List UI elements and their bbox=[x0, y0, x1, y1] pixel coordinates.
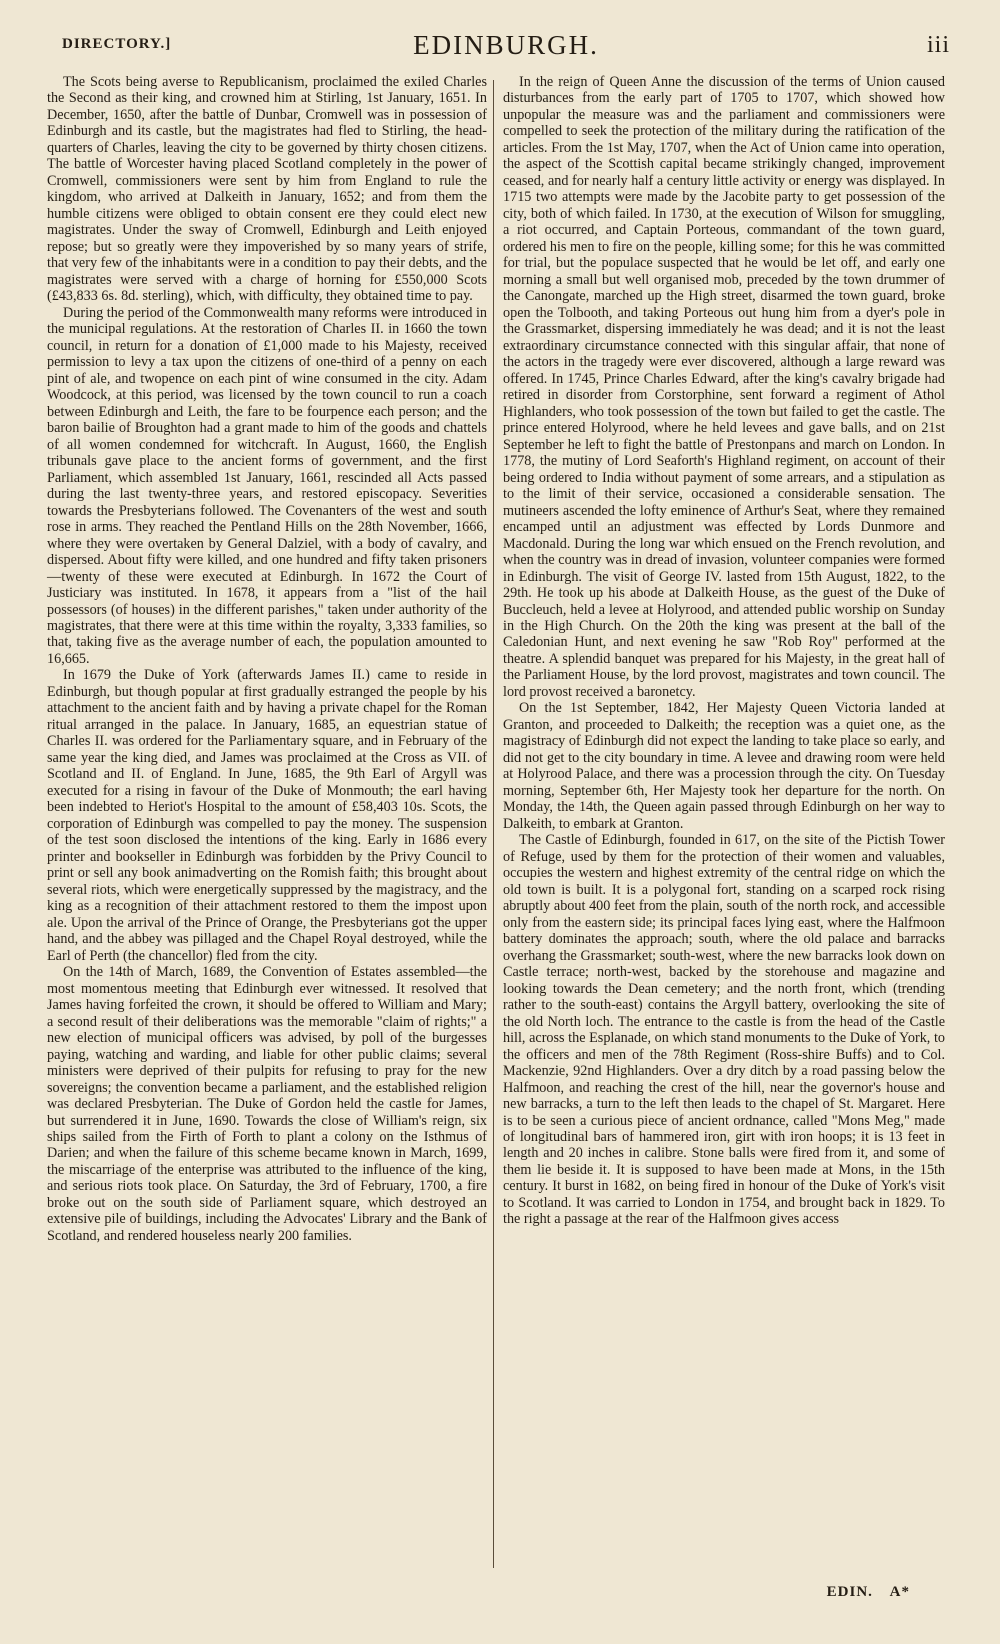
left-column bbox=[47, 74, 487, 1244]
page-footer bbox=[815, 1584, 910, 1601]
page-number: iii bbox=[926, 32, 950, 58]
paragraph: The Scots being averse to Republicanism, proclaimed the exiled Charles the Second as their king, and crowned him at Stirling, 1st January, 1651. In December, 1650, after the battle of Dunbar, Cromwell was in possession of Edinburgh and its castle, but the magistrates had fled to Stirling, the head-quarters of Charles, leaving the city to be governed by thirty chosen citizens. The battle of Worcester having placed Scotland completely in the power of Cromwell, commissioners were sent by him from England to rule the kingdom, who arrived at Dalkeith in January, 1652; and from them the humble citizens were obliged to obtain consent ere they could elect new magistrates. Under the sway of Cromwell, Edinburgh and Leith enjoyed repose; but so greatly were they impoverished by so many years of strife, that very few of the inhabitants were in a condition to pay their debts, and the magistrates were served with a charge of horning for £550,000 Scots (£43,833 6s. 8d. sterling), which, with difficulty, they obtained time to pay. bbox=[47, 74, 487, 305]
footer-sheet-mark: A* bbox=[889, 1584, 910, 1600]
running-head-title: EDINBURGH. bbox=[413, 30, 599, 60]
footer-signature: EDIN. bbox=[826, 1584, 873, 1600]
right-column bbox=[503, 74, 945, 1228]
page-header bbox=[62, 30, 950, 70]
running-head-section: DIRECTORY.] bbox=[62, 36, 172, 52]
paragraph: In 1679 the Duke of York (afterwards James II.) came to reside in Edinburgh, but though popular at first gradually estranged the people by his attachment to the ancient faith and by having a private chapel for the Roman ritual arranged in the palace. In January, 1685, an equestrian statue of Charles II. was ordered for the Parliamentary square, and in February of the same year the king died, and James was proclaimed at the Cross as VII. of Scotland and II. of England. In June, 1685, the 9th Earl of Argyll was executed for a rising in favour of the Duke of Monmouth; the earl having been indebted to Heriot's Hospital to the amount of £58,403 10s. Scots, the corporation of Edinburgh was compelled to pay the money. The suspension of the test soon disclosed the intentions of the king. Early in 1686 every printer and bookseller in Edinburgh was forbidden by the Privy Council to print or sell any book animadverting on the Romish faith; this brought about several riots, which were energetically suppressed by the magistracy, and the king as a recognition of their attachment restored to them the impost upon ale. Upon the arrival of the Prince of Orange, the Presbyterians got the upper hand, and the abbey was pillaged and the Chapel Royal destroyed, while the Earl of Perth (the chancellor) fled from the city. bbox=[47, 667, 487, 964]
paragraph: In the reign of Queen Anne the discussion of the terms of Union caused disturbances from the early part of 1705 to 1707, which showed how unpopular the measure was and the parliament and commissioners were compelled to seek the protection of the military during the ratification of the articles. From the 1st May, 1707, when the Act of Union came into operation, the aspect of the Scottish capital became strikingly changed, improvement ceased, and for nearly half a century little activity or energy was displayed. In 1715 two attempts were made by the Jacobite party to get possession of the city, both of which failed. In 1730, at the execution of Wilson for smuggling, a riot occurred, and Captain Porteous, commandant of the town guard, ordered his men to fire on the people, killing some; for this he was committed for trial, but the populace suspected that he would be let off, and early one morning a small but well organised mob, preceded by the town drummer of the Canongate, marched up the High street, disarmed the town guard, broke open the Tolbooth, and taking Porteous out hung him from a dyer's pole in the Grassmarket, dispersing immediately he was dead; and it is not the least extraordinary circumstance connected with this singular affair, that none of the actors in the tragedy were ever discovered, although a large reward was offered. In 1745, Prince Charles Edward, after the king's cavalry brigade had retired in disorder from Corstorphine, sent forward a regiment of Athol Highlanders, who took possession of the town but failed to get the castle. The prince entered Holyrood, where he held levees and gave balls, and on 21st September he left to fight the battle of Prestonpans and march on London. In 1778, the mutiny of Lord Seaforth's Highland regiment, on account of their being ordered to India without payment of some arrears, and a stipulation as to the limit of their service, occasioned a considerable sensation. The mutineers ascended the lofty eminence of Arthur's Seat, where they remained encamped until an adjustment was effected by Lords Dunmore and Macdonald. During the long war which ensued on the French revolution, and when the country was in dread of invasion, volunteer companies were formed in Edinburgh. The visit of George IV. lasted from 15th August, 1822, to the 29th. He took up his abode at Dalkeith House, as the guest of the Duke of Buccleuch, held a levee at Holyrood, and attended public worship on Sunday in the High Church. On the 20th the king was present at the ball of the Caledonian Hunt, and next evening he saw "Rob Roy" performed at the theatre. A splendid banquet was prepared for his Majesty, in the great hall of the Parliament House, by the lord provost, magistrates and town council. The lord provost received a baronetcy. bbox=[503, 74, 945, 700]
paragraph: On the 1st September, 1842, Her Majesty Queen Victoria landed at Granton, and proceeded to Dalkeith; the reception was a quiet one, as the magistracy of Edinburgh did not expect the landing to take place so early, and did not get to the city boundary in time. A levee and drawing room were held at Holyrood Palace, and there was a procession through the city. On Tuesday morning, September 6th, Her Majesty took her departure for the north. On Monday, the 14th, the Queen again passed through Edinburgh on her way to Dalkeith, to embark at Granton. bbox=[503, 700, 945, 832]
paragraph: During the period of the Commonwealth many reforms were introduced in the municipal regulations. At the restoration of Charles II. in 1660 the town council, in return for a donation of £1,000 made to his Majesty, received permission to levy a tax upon the citizens of one-third of a penny on each pint of ale, and twopence on each pint of wine consumed in the city. Adam Woodcock, at this period, was licensed by the town council to run a coach between Edinburgh and Leith, the fare to be fourpence each person; and the baron bailie of Broughton had a grant made to him of the goods and chattels of all women condemned for witchcraft. In August, 1660, the English tribunals gave place to the ancient forms of government, and the first Parliament, which assembled 1st January, 1661, rescinded all Acts passed during the last twenty-three years, and restored episcopacy. Severities towards the Presbyterians followed. The Covenanters of the west and south rose in arms. They reached the Pentland Hills on the 28th November, 1666, where they were overtaken by General Dalziel, with a body of cavalry, and dispersed. About fifty were killed, and one hundred and fifty taken prisoners—twenty of these were executed at Edinburgh. In 1672 the Court of Justiciary was instituted. In 1678, it appears from a "list of the hail possessors (of houses) in the different parishes," taken under authority of the magistrates, that there were at this time within the royalty, 3,333 families, so that, taking five as the average number of each, the population amounted to 16,665. bbox=[47, 304, 487, 667]
column-divider bbox=[493, 80, 494, 1568]
paragraph: On the 14th of March, 1689, the Convention of Estates assembled—the most momentous meeting that Edinburgh ever witnessed. It resolved that James having forfeited the crown, it should be offered to William and Mary; a second result of their deliberations was the memorable "claim of rights;" a new election of municipal officers was advised, by poll of the burgesses paying, watching and warding, and liable for other public claims; several ministers were deprived of their pulpits for refusing to pray for the new sovereigns; the convention became a parliament, and the established religion was declared Presbyterian. The Duke of Gordon held the castle for James, but surrendered it in June, 1690. Towards the close of William's reign, six ships sailed from the Firth of Forth to plant a colony on the Isthmus of Darien; and when the failure of this scheme became known in March, 1699, the miscarriage of the enterprise was attributed to the influence of the king, and serious riots took place. On Saturday, the 3rd of February, 1700, a fire broke out on the south side of Parliament square, which destroyed an extensive pile of buildings, including the Advocates' Library and the Bank of Scotland, and rendered houseless nearly 200 families. bbox=[47, 964, 487, 1244]
paragraph: The Castle of Edinburgh, founded in 617, on the site of the Pictish Tower of Refuge, used by them for the protection of their women and valuables, occupies the western and highest extremity of the central ridge on which the old town is built. It is a polygonal fort, standing on a scarped rock rising abruptly about 400 feet from the plain, south of the north rock, and accessible only from the eastern side; its principal faces lying east, where the Halfmoon battery dominates the approach; south, where the old palace and barracks overhang the Grassmarket; south-west, where the new barracks look down on Castle terrace; north-west, backed by the storehouse and magazine and looking towards the Dean cemetery; and the north front, which (trending rather to the south-east) contains the Argyll battery, overlooking the site of the old North loch. The entrance to the castle is from the head of the Castle hill, across the Esplanade, on which stand monuments to the Duke of York, to the officers and men of the 78th Regiment (Ross-shire Buffs) and to Col. Mackenzie, 92nd Highlanders. Over a dry ditch by a road passing below the Halfmoon, and reaching the crest of the hill, near the governor's house and new barracks, a turn to the left then leads to the chapel of St. Margaret. Here is to be seen a curious piece of ancient ordnance, called "Mons Meg," made of longitudinal bars of hammered iron, girt with iron hoops; it is 13 feet in length and 20 inches in calibre. Stone balls were fired from it, and some of them lie beside it. It is supposed to have been made at Mons, in the 15th century. It burst in 1682, on being fired in honour of the Duke of York's visit to Scotland. It was carried to London in 1754, and brought back in 1829. To the right a passage at the rear of the Halfmoon gives access bbox=[503, 832, 945, 1228]
